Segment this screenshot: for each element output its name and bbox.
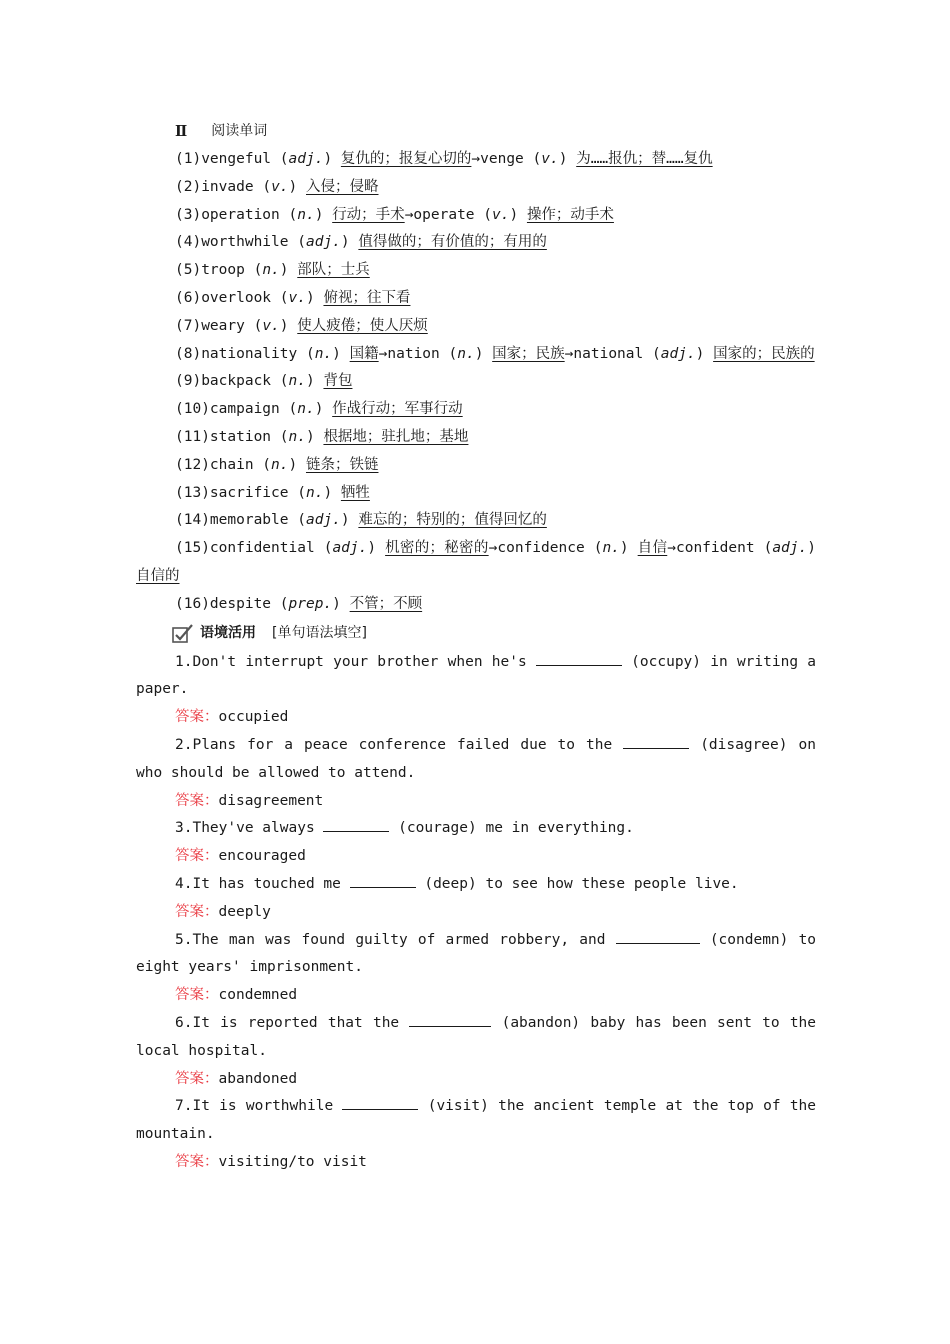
- section-title: 阅读单词: [211, 123, 268, 140]
- answer-label: 答案：: [175, 987, 219, 1004]
- vocab-pos: adj.: [332, 540, 368, 557]
- exercise-text-before: It has touched me: [192, 875, 341, 892]
- arrow-icon: →: [667, 540, 676, 557]
- answer-label: 答案：: [175, 1153, 219, 1170]
- exercise-question: [136, 871, 816, 899]
- usage-header: [136, 619, 816, 649]
- exercise-question: [136, 1093, 816, 1149]
- vocab-number: (10): [175, 401, 210, 418]
- vocab-pos: n.: [297, 401, 315, 418]
- derived-meaning: 国家的；民族的: [713, 345, 815, 362]
- vocab-number: (5): [175, 262, 202, 279]
- vocab-pos: v.: [288, 289, 306, 306]
- vocab-entry: (7)weary (v.) 使人疲倦；使人厌烦: [175, 317, 428, 334]
- vocab-meaning: 俯视；往下看: [323, 289, 411, 306]
- vocab-pos: n.: [288, 373, 306, 390]
- arrow-icon: →: [488, 540, 498, 557]
- vocab-number: (9): [175, 373, 202, 390]
- vocab-word: nationality: [201, 345, 298, 362]
- answer-line: [136, 788, 816, 816]
- vocab-entry: (5)troop (n.) 部队；士兵: [175, 262, 370, 279]
- exercise-number: 2.: [175, 736, 193, 753]
- vocab-pos: n.: [297, 206, 315, 223]
- vocab-entry: (6)overlook (v.) 俯视；往下看: [175, 289, 411, 306]
- vocab-number: (1): [175, 151, 202, 167]
- vocab-number: (4): [175, 234, 202, 251]
- vocab-meaning: 复仇的；报复心切的: [340, 151, 472, 167]
- vocab-word: confidential: [209, 540, 315, 557]
- vocab-number: (16): [175, 595, 210, 612]
- derived-meaning: 国家；民族: [492, 345, 565, 362]
- exercise-question: [136, 649, 816, 705]
- vocab-entry: (10)campaign (n.) 作战行动；军事行动: [175, 401, 463, 418]
- exercise-text-after: to see how these people live.: [485, 875, 739, 892]
- vocab-pos: adj.: [305, 512, 341, 529]
- vocab-entry: (11)station (n.) 根据地；驻扎地；基地: [175, 428, 469, 445]
- answer-value: encouraged: [218, 848, 306, 865]
- section-numeral: Ⅱ: [175, 123, 188, 141]
- vocab-meaning: 根据地；驻扎地；基地: [323, 428, 469, 445]
- answer-blank: [536, 651, 622, 666]
- exercise-hint: (occupy): [631, 653, 702, 670]
- vocab-meaning: 行动；手术: [332, 206, 405, 223]
- exercise-text-after: to eight years' imprisonment.: [136, 931, 817, 976]
- vocab-pos: n.: [314, 345, 333, 362]
- exercise-text-before: It is worthwhile: [192, 1098, 334, 1115]
- vocab-word: sacrifice: [209, 484, 289, 501]
- answer-line: [136, 899, 816, 927]
- answer-blank: [342, 1095, 418, 1110]
- derived-meaning: 为……报仇；替……复仇: [576, 151, 713, 167]
- vocab-pos: n.: [271, 456, 289, 473]
- answer-blank: [616, 929, 700, 944]
- derived-pos: n.: [602, 540, 620, 557]
- vocab-number: (11): [175, 428, 210, 445]
- answer-line: [136, 1066, 816, 1094]
- vocab-word: station: [209, 428, 272, 445]
- vocab-entry: (15)confidential (adj.) 机密的；秘密的→confidence (n.) 自信→confident (adj.) 自信的: [136, 540, 816, 584]
- exercise-list: [136, 649, 816, 1177]
- vocab-number: (12): [175, 456, 210, 473]
- exercise-text-before: Don't interrupt your brother when he's: [192, 653, 527, 670]
- vocab-word: invade: [201, 178, 254, 195]
- vocab-pos: prep.: [288, 595, 333, 612]
- vocab-entry: (9)backpack (n.) 背包: [175, 373, 353, 390]
- vocab-word: overlook: [201, 289, 272, 306]
- derived-word: venge: [480, 151, 524, 167]
- exercise-text-after: in writing a paper.: [136, 653, 817, 698]
- derived-word: national: [573, 345, 644, 362]
- derived-pos: adj.: [660, 345, 696, 362]
- usage-subtitle: [单句语法填空]: [272, 624, 367, 641]
- vocab-pos: n.: [262, 262, 280, 279]
- exercise-text-before: They've always: [192, 820, 315, 837]
- arrow-icon: →: [564, 345, 574, 362]
- checkbox-pencil-icon: [172, 624, 194, 644]
- answer-value: visiting/to visit: [218, 1153, 367, 1170]
- derived-pos: v.: [492, 206, 510, 223]
- answer-value: condemned: [218, 987, 298, 1004]
- vocab-word: operation: [201, 206, 280, 223]
- vocab-meaning: 值得做的；有价值的；有用的: [358, 234, 547, 251]
- answer-label: 答案：: [175, 792, 219, 809]
- vocab-list: [136, 146, 816, 619]
- vocab-number: (8): [175, 345, 202, 362]
- derived-word: confidence: [497, 540, 585, 557]
- vocab-pos: n.: [305, 484, 324, 501]
- vocab-word: despite: [209, 595, 272, 612]
- arrow-icon: →: [471, 151, 481, 167]
- vocab-meaning: 背包: [323, 373, 353, 390]
- vocab-entry: (14)memorable (adj.) 难忘的；特别的；值得回忆的: [175, 512, 547, 529]
- vocab-entry: (8)nationality (n.) 国籍→nation (n.) 国家；民族→national (adj.) 国家的；民族的: [175, 345, 815, 362]
- exercise-number: 7.: [175, 1098, 193, 1115]
- vocab-number: (14): [175, 512, 210, 529]
- vocab-pos: adj.: [305, 234, 341, 251]
- exercise-text-before: Plans for a peace conference failed due to the: [192, 736, 613, 753]
- vocab-word: worthwhile: [201, 234, 289, 251]
- answer-blank: [623, 734, 689, 749]
- answer-value: deeply: [218, 903, 271, 920]
- vocab-number: (13): [175, 484, 210, 501]
- vocab-number: (3): [175, 206, 202, 223]
- vocab-entry: (12)chain (n.) 链条；铁链: [175, 456, 379, 473]
- derived-word: confident: [675, 540, 755, 557]
- exercise-number: 1.: [175, 653, 193, 670]
- vocab-meaning: 机密的；秘密的: [385, 540, 489, 557]
- vocab-number: (15): [175, 540, 210, 557]
- derived-meaning: 自信: [637, 540, 668, 557]
- exercise-question: [136, 1010, 816, 1066]
- exercise-question: [136, 732, 816, 788]
- exercise-text-before: The man was found guilty of armed robbery, and: [192, 931, 606, 948]
- arrow-icon: →: [404, 206, 414, 223]
- vocab-pos: adj.: [288, 151, 324, 167]
- answer-label: 答案：: [175, 848, 219, 865]
- answer-line: [136, 704, 816, 732]
- section-heading: [136, 118, 816, 146]
- exercise-text-after: baby has been sent to the local hospital.: [136, 1014, 817, 1059]
- exercise-hint: (abandon): [501, 1014, 581, 1031]
- vocab-number: (2): [175, 178, 202, 195]
- answer-value: disagreement: [218, 792, 324, 809]
- vocab-number: (6): [175, 289, 202, 306]
- vocab-pos: n.: [288, 428, 306, 445]
- vocab-entry: (2)invade (v.) 入侵；侵略: [175, 178, 379, 195]
- derived-pos: n.: [457, 345, 475, 362]
- exercise-text-after: the ancient temple at the top of the mountain.: [136, 1098, 817, 1143]
- exercise-number: 4.: [175, 875, 193, 892]
- exercise-question: [136, 815, 816, 843]
- exercise-hint: (deep): [424, 875, 477, 892]
- usage-title: 语境活用: [200, 624, 256, 641]
- vocab-pos: v.: [271, 178, 289, 195]
- answer-blank: [409, 1012, 491, 1027]
- exercise-text-before: It is reported that the: [192, 1014, 400, 1031]
- vocab-word: memorable: [209, 512, 289, 529]
- derived-word: nation: [387, 345, 440, 362]
- vocab-pos: v.: [262, 317, 280, 334]
- vocab-meaning: 作战行动；军事行动: [332, 401, 463, 418]
- vocab-word: backpack: [201, 373, 272, 390]
- exercise-text-after: on who should be allowed to attend.: [136, 736, 816, 781]
- vocab-meaning: 入侵；侵略: [306, 178, 379, 195]
- vocab-entry: (3)operation (n.) 行动；手术→operate (v.) 操作；动手术: [175, 206, 614, 223]
- answer-value: occupied: [218, 709, 289, 726]
- vocab-meaning: 难忘的；特别的；值得回忆的: [358, 512, 547, 529]
- exercise-number: 3.: [175, 820, 193, 837]
- answer-line: [136, 843, 816, 871]
- exercise-hint: (disagree): [700, 736, 788, 753]
- answer-line: [136, 1149, 816, 1177]
- answer-line: [136, 982, 816, 1010]
- vocab-entry: (13)sacrifice (n.) 牺牲: [175, 484, 370, 501]
- answer-value: abandoned: [218, 1070, 298, 1087]
- exercise-hint: (condemn): [709, 931, 789, 948]
- vocab-meaning: 牺牲: [340, 484, 370, 501]
- exercise-question: [136, 927, 816, 983]
- vocab-word: weary: [201, 317, 245, 334]
- vocab-entry: (1)vengeful (adj.) 复仇的；报复心切的→venge (v.) 为……报仇；替……复仇: [175, 151, 713, 167]
- vocab-meaning: 不管；不顾: [349, 595, 423, 612]
- vocab-word: chain: [209, 456, 254, 473]
- document-page: [136, 118, 816, 1177]
- derived-pos: adj.: [772, 540, 808, 557]
- derived-meaning: 自信的: [136, 567, 180, 584]
- exercise-hint: (visit): [427, 1098, 489, 1115]
- exercise-number: 5.: [175, 931, 193, 948]
- vocab-number: (7): [175, 317, 202, 334]
- vocab-meaning: 链条；铁链: [305, 456, 379, 473]
- answer-blank: [323, 817, 389, 832]
- derived-pos: v.: [541, 151, 559, 167]
- answer-blank: [350, 873, 416, 888]
- vocab-meaning: 国籍: [349, 345, 379, 362]
- vocab-word: vengeful: [201, 151, 272, 167]
- vocab-entry: (16)despite (prep.) 不管；不顾: [175, 595, 423, 612]
- arrow-icon: →: [378, 345, 388, 362]
- exercise-number: 6.: [175, 1014, 193, 1031]
- vocab-word: campaign: [209, 401, 280, 418]
- derived-word: operate: [413, 206, 475, 223]
- exercise-text-after: me in everything.: [485, 820, 634, 837]
- exercise-hint: (courage): [398, 820, 477, 837]
- vocab-entry: (4)worthwhile (adj.) 值得做的；有价值的；有用的: [175, 234, 547, 251]
- answer-label: 答案：: [175, 903, 219, 920]
- derived-meaning: 操作；动手术: [526, 206, 614, 223]
- vocab-word: troop: [201, 262, 245, 279]
- answer-label: 答案：: [175, 709, 219, 726]
- vocab-meaning: 使人疲倦；使人厌烦: [297, 317, 428, 334]
- answer-label: 答案：: [175, 1070, 219, 1087]
- vocab-meaning: 部队；士兵: [297, 262, 370, 279]
